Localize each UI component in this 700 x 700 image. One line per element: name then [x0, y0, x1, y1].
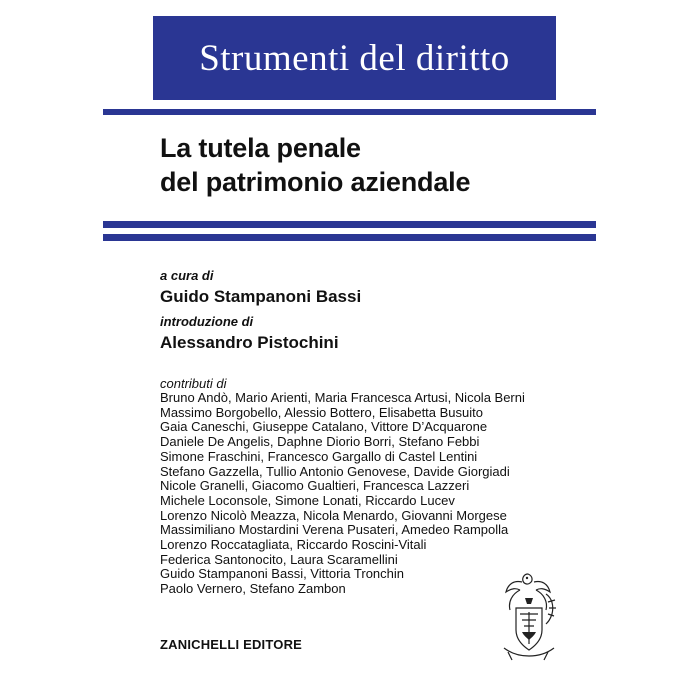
contributors-line: Guido Stampanoni Bassi, Vittoria Tronchin [160, 566, 405, 582]
book-title [160, 131, 600, 199]
book-title-line2: del patrimonio aziendale [160, 167, 471, 197]
contributors-line: Massimo Borgobello, Alessio Bottero, Elisabetta Busuito [160, 404, 484, 420]
zanichelli-emblem-icon [498, 568, 560, 662]
contributors-line: Daniele De Angelis, Daphne Diorio Borri, Stefano Febbi [160, 434, 480, 450]
series-banner [153, 16, 556, 100]
divider-double-lower [103, 234, 596, 241]
intro-name: Alessandro Pistochini [160, 333, 339, 352]
contributors-line: Stefano Gazzella, Tullio Antonio Genovese, Davide Giorgiadi [160, 463, 510, 479]
contributors-line: Lorenzo Nicolò Meazza, Nicola Menardo, Giovanni Morgese [160, 507, 507, 523]
book-title-line1: La tutela penale [160, 133, 361, 163]
series-title: Strumenti del diritto [199, 37, 510, 79]
contributors-list [160, 391, 580, 597]
contributors-line: Bruno Andò, Mario Arienti, Maria Francesca Artusi, Nicola Berni [160, 390, 525, 405]
contributors-line: Gaia Caneschi, Giuseppe Catalano, Vittore D’Acquarone [160, 419, 488, 435]
curator-name: Guido Stampanoni Bassi [160, 287, 362, 306]
divider-double-upper [103, 221, 596, 228]
contributors-line: Paolo Vernero, Stefano Zambon [160, 581, 346, 597]
curator-label: a cura di [160, 268, 214, 283]
contributors-line: Michele Loconsole, Simone Lonati, Riccardo Lucev [160, 492, 455, 508]
contributors-line: Nicole Granelli, Giacomo Gualtieri, Francesca Lazzeri [160, 478, 470, 494]
contributors-line: Federica Santonocito, Laura Scaramellini [160, 551, 398, 567]
contributors-line: Massimiliano Mostardini Verena Pusateri, Amedeo Rampolla [160, 522, 509, 538]
divider-top [103, 109, 596, 115]
contributors-line: Lorenzo Roccatagliata, Riccardo Roscini-Vitali [160, 537, 427, 553]
publisher-name: ZANICHELLI EDITORE [160, 637, 303, 652]
contributors-label: contributi di [160, 376, 227, 391]
intro-label: introduzione di [160, 314, 254, 329]
contributors-line: Simone Fraschini, Francesco Gargallo di Castel Lentini [160, 448, 478, 464]
